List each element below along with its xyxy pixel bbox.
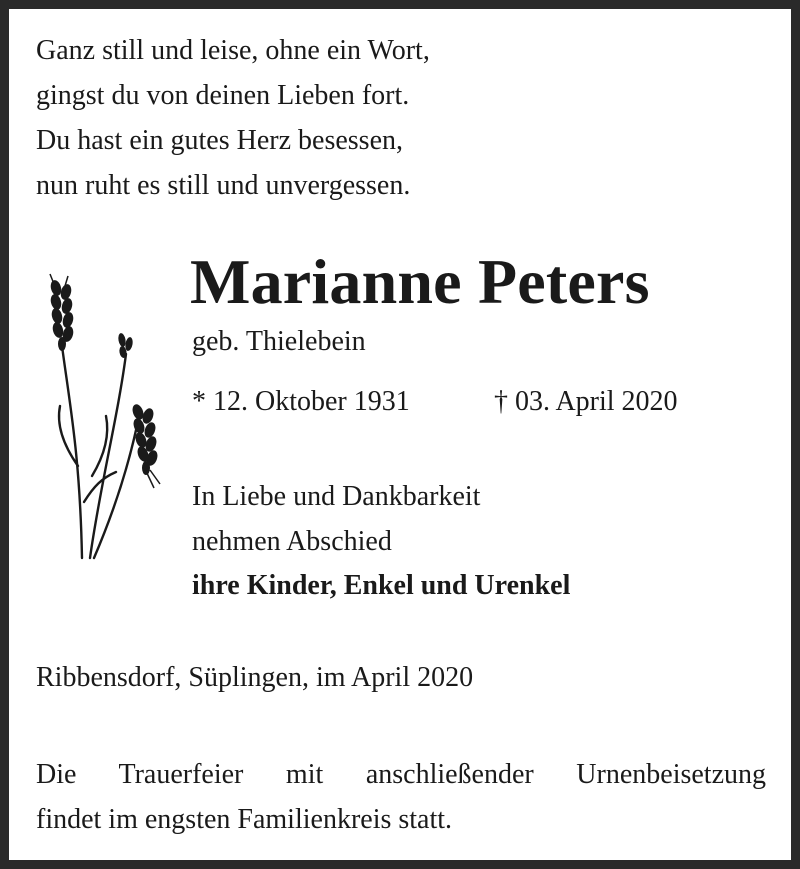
- death-date: † 03. April 2020: [494, 386, 678, 417]
- poem-line: gingst du von deinen Lieben fort.: [36, 80, 410, 111]
- mourners-intro-line: In Liebe und Dankbarkeit: [192, 481, 481, 512]
- poem-line: nun ruht es still und unvergessen.: [36, 170, 411, 201]
- mourners-intro: [192, 474, 480, 564]
- funeral-notice-line: findet im engsten Familienkreis statt.: [36, 804, 453, 835]
- poem: [36, 28, 430, 208]
- funeral-notice-line: Die Trauerfeier mit anschließender Urnenbeisetzung: [36, 759, 766, 790]
- poem-line: Du hast ein gutes Herz besessen,: [36, 125, 404, 156]
- wheat-icon: [34, 266, 164, 566]
- mourners-family: ihre Kinder, Enkel und Urenkel: [192, 570, 571, 601]
- poem-line: Ganz still und leise, ohne ein Wort,: [36, 35, 430, 66]
- mourners-intro-line: nehmen Abschied: [192, 526, 392, 557]
- maiden-name: geb. Thielebein: [192, 326, 366, 357]
- deceased-name: Marianne Peters: [190, 246, 650, 317]
- funeral-notice: [36, 752, 766, 842]
- birth-date: * 12. Oktober 1931: [192, 386, 410, 417]
- place-and-date: Ribbensdorf, Süplingen, im April 2020: [36, 662, 474, 693]
